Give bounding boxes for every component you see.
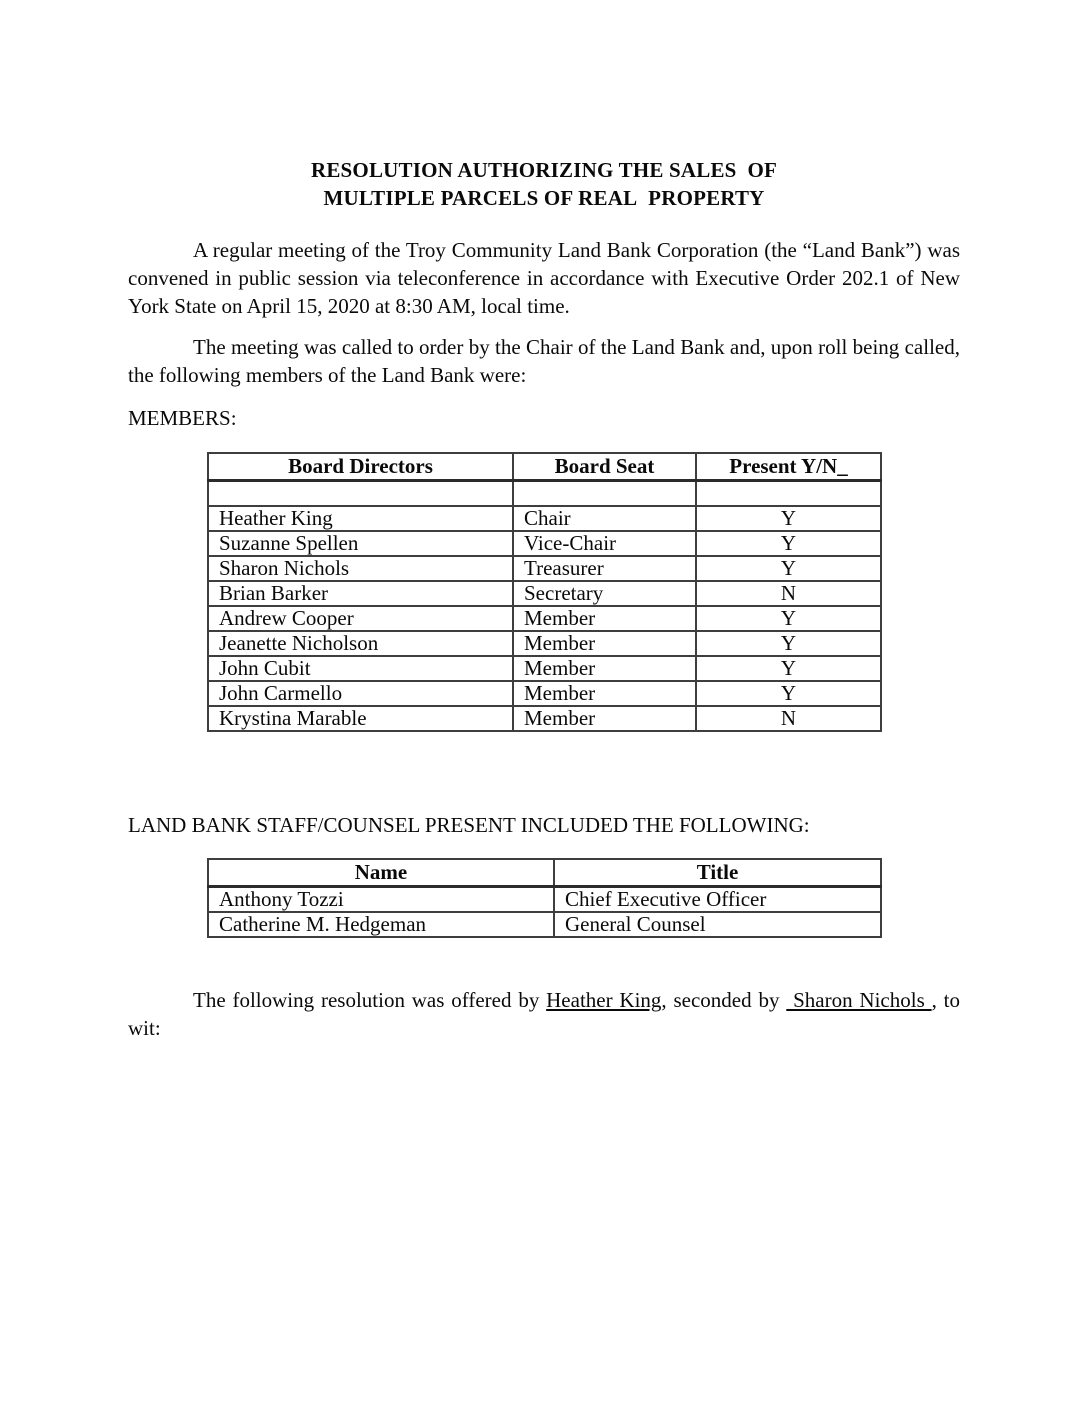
table-row: [208, 706, 881, 731]
paragraph-called-to-order: The meeting was called to order by the Chair of the Land Bank and, upon roll being called, the following members of the Land Bank were:: [128, 335, 960, 387]
members-table-body: [208, 481, 881, 732]
table-cell: Y: [696, 681, 881, 706]
table-cell: Member: [513, 606, 696, 631]
paragraph-resolution-offered: [128, 986, 960, 1042]
table-cell: Y: [696, 656, 881, 681]
table-row: [208, 887, 881, 913]
staff-table: [207, 858, 882, 938]
table-cell: Suzanne Spellen: [208, 531, 513, 556]
members-table: [207, 452, 882, 732]
column-header-board-directors: Board Directors: [208, 453, 513, 481]
column-header-title: Title: [554, 859, 881, 887]
table-cell: Y: [696, 606, 881, 631]
staff-counsel-heading: LAND BANK STAFF/COUNSEL PRESENT INCLUDED THE FOLLOWING:: [128, 813, 810, 837]
table-cell: Member: [513, 656, 696, 681]
title-line-2: MULTIPLE PARCELS OF REAL PROPERTY: [323, 186, 765, 210]
offered-by-name: Heather King: [546, 988, 662, 1012]
table-row: [208, 912, 881, 937]
table-cell: Andrew Cooper: [208, 606, 513, 631]
table-cell: General Counsel: [554, 912, 881, 937]
table-cell: Brian Barker: [208, 581, 513, 606]
title-line-1: RESOLUTION AUTHORIZING THE SALES OF: [310, 158, 778, 182]
table-cell: Y: [696, 531, 881, 556]
table-cell: Krystina Marable: [208, 706, 513, 731]
table-cell: John Carmello: [208, 681, 513, 706]
table-cell: [513, 481, 696, 507]
table-cell: Catherine M. Hedgeman: [208, 912, 554, 937]
table-row: [208, 531, 881, 556]
closing-text-middle: , seconded by: [661, 988, 787, 1012]
document-title: [128, 156, 960, 212]
table-cell: [696, 481, 881, 507]
column-header-present: Present Y/N_: [696, 453, 881, 481]
table-cell: Secretary: [513, 581, 696, 606]
closing-text-prefix: The following resolution was offered by: [193, 988, 547, 1012]
table-cell: N: [696, 706, 881, 731]
table-cell: Treasurer: [513, 556, 696, 581]
table-cell: Member: [513, 631, 696, 656]
column-header-name: Name: [208, 859, 554, 887]
table-cell: Y: [696, 631, 881, 656]
table-cell: [208, 481, 513, 507]
closing-text-suffix: , to wit:: [128, 988, 960, 1040]
paragraph-meeting-convened: A regular meeting of the Troy Community Land Bank Corporation (the “Land Bank”) was convened in public session via teleconference in accordance with Executive Order 202.1 of New York State on April 15, 2020 at 8:30 AM, local time.: [128, 238, 960, 318]
table-row: [208, 606, 881, 631]
table-row: [208, 631, 881, 656]
table-cell: Heather King: [208, 506, 513, 531]
table-row: [208, 556, 881, 581]
seconded-by-name: Sharon Nichols: [786, 988, 932, 1012]
members-section-label: MEMBERS:: [128, 406, 237, 430]
table-cell: Chief Executive Officer: [554, 887, 881, 913]
table-row: [208, 656, 881, 681]
table-row: [208, 481, 881, 507]
table-row: [208, 681, 881, 706]
table-row: [208, 506, 881, 531]
table-cell: Y: [696, 506, 881, 531]
table-cell: Anthony Tozzi: [208, 887, 554, 913]
table-cell: Chair: [513, 506, 696, 531]
table-cell: N: [696, 581, 881, 606]
table-cell: Member: [513, 681, 696, 706]
staff-table-body: [208, 887, 881, 938]
column-header-board-seat: Board Seat: [513, 453, 696, 481]
table-row: [208, 581, 881, 606]
members-table-header-row: [208, 453, 881, 481]
staff-table-header-row: [208, 859, 881, 887]
table-cell: Sharon Nichols: [208, 556, 513, 581]
table-cell: Y: [696, 556, 881, 581]
table-cell: John Cubit: [208, 656, 513, 681]
table-cell: Vice-Chair: [513, 531, 696, 556]
table-cell: Member: [513, 706, 696, 731]
table-cell: Jeanette Nicholson: [208, 631, 513, 656]
